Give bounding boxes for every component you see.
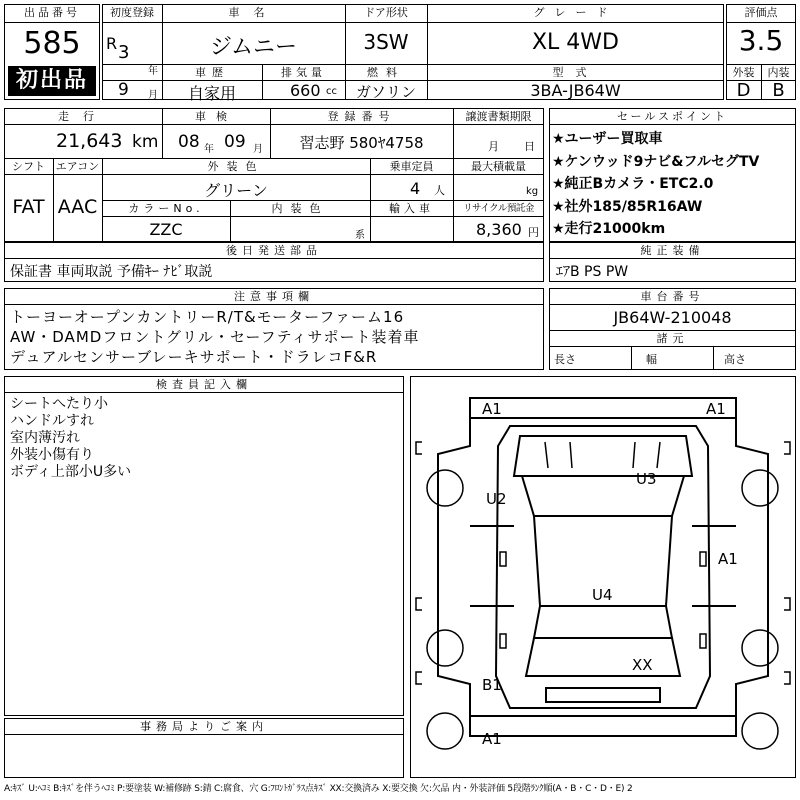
- damage-mark: A1: [482, 730, 502, 748]
- aircon-label: エアコン: [55, 160, 100, 173]
- year-unit: 年: [148, 66, 158, 77]
- sales-points-label: セールスポイント: [616, 110, 728, 123]
- history-label: 車歴: [195, 66, 229, 79]
- first-reg-label: 初度登録: [110, 6, 154, 19]
- transfer-month-unit: 月: [488, 140, 499, 153]
- hood-panel: [514, 436, 692, 476]
- score-label: 評価点: [744, 6, 778, 19]
- import-label: 輸入車: [389, 202, 434, 215]
- details-box: [4, 108, 544, 242]
- sales-point-item: ★ケンウッド9ナビ&フルセグTV: [552, 153, 760, 170]
- wheel-rear-right: [742, 630, 778, 666]
- sales-point-item: ★社外185/85R16AW: [552, 198, 703, 215]
- chassis-label: 車台番号: [640, 290, 705, 303]
- shift: FAT: [12, 196, 45, 218]
- door-type: 3SW: [363, 30, 409, 54]
- length-label: 長さ: [554, 353, 576, 366]
- inspection-year-unit: 年: [204, 144, 214, 155]
- dims-label: 諸元: [656, 332, 689, 345]
- lot-number-label: 出品番号: [24, 6, 80, 19]
- inspector-line: シートへたり小: [10, 396, 108, 412]
- notes-text: [10, 307, 419, 367]
- rear-bumper: [470, 716, 736, 736]
- wheel-spare: [427, 713, 463, 749]
- inspector-line: 外装小傷有り: [10, 447, 94, 463]
- width-label: 幅: [646, 353, 657, 366]
- displacement-unit: cc: [326, 86, 337, 97]
- mileage: 21,643: [56, 130, 123, 152]
- model-label: 型式: [552, 66, 599, 79]
- sales-point-item: ★ユーザー買取車: [552, 131, 663, 147]
- height-label: 高さ: [724, 353, 746, 366]
- inspector-line: 室内薄汚れ: [10, 430, 80, 446]
- ext-color-label: 外装色: [207, 160, 265, 173]
- mileage-label: 走行: [58, 110, 108, 123]
- notes-label: 注意事項欄: [234, 290, 314, 303]
- rear-window: [534, 606, 672, 638]
- color-no: ZZC: [149, 220, 183, 239]
- shift-label: シフト: [12, 160, 45, 173]
- recycle-label: リサイクル預託金: [463, 203, 534, 214]
- notes-line: デュアルセンサーブレーキサポート・ドラレコF&R: [10, 348, 378, 366]
- aircon: AAC: [57, 196, 98, 218]
- right-side-panel: [736, 418, 768, 716]
- damage-mark: U3: [636, 470, 657, 488]
- later-parts: 保証書 車両取説 予備ｷｰ ﾅﾋﾞ取説: [10, 264, 213, 280]
- inspector-line: ボディ上部小U多い: [10, 464, 132, 480]
- legend: A:ｷｽﾞ U:ﾍｺﾐ B:ｷｽﾞを伴うﾍｺﾐ P:要塗装 W:補修跡 S:錆 C:腐食、穴 G:ﾌﾛﾝﾄｶﾞﾗｽ点ｷｽﾞ XX:交換済み X:要交換 欠:欠品 内・外装評価 5段階ﾗﾝｸ順(A・B・C・D・E) 2: [4, 784, 633, 794]
- capacity-unit: 人: [434, 184, 445, 197]
- std-equipment: ｴｱB PS PW: [556, 264, 629, 280]
- grade: XL 4WD: [531, 30, 619, 55]
- wheel-front-left: [427, 470, 463, 506]
- era-prefix: R: [106, 34, 118, 53]
- later-parts-label: 後日発送部品: [226, 244, 322, 257]
- notes-line: AW・DAMDフロントグリル・セーフティサポート装着車: [10, 328, 420, 346]
- max-load-label: 最大積載量: [471, 160, 526, 173]
- capacity-label: 乗車定員: [389, 160, 434, 173]
- door-label: ドア形状: [364, 6, 408, 19]
- wheel-front-right: [742, 470, 778, 506]
- car-name: ジムニー: [209, 35, 298, 60]
- displacement-label: 排気量: [281, 66, 326, 79]
- mileage-unit: km: [132, 132, 159, 152]
- office-label: 事務局よりご案内: [140, 720, 268, 733]
- inspector-label: 検査員記入欄: [156, 378, 252, 391]
- first-listing-badge: 初出品: [8, 66, 96, 96]
- damage-mark: XX: [632, 656, 653, 674]
- damage-mark: A1: [482, 400, 502, 418]
- inspector-notes: [10, 396, 131, 481]
- history: 自家用: [187, 84, 236, 103]
- first-reg-month: 9: [118, 80, 129, 100]
- reg-no-label: 登録番号: [327, 110, 396, 123]
- damage-mark: A1: [706, 400, 726, 418]
- car-name-label: 車名: [228, 6, 279, 19]
- color-no-label: カラーNo.: [128, 202, 204, 215]
- windshield: [522, 476, 684, 516]
- lot-number: 585: [23, 26, 81, 61]
- damage-mark: B1: [482, 676, 502, 694]
- model-code: 3BA-JB64W: [530, 81, 621, 100]
- recycle-fee: 8,360: [476, 220, 522, 239]
- fuel: ガソリン: [355, 83, 416, 101]
- sales-point-item: ★走行21000km: [552, 221, 666, 237]
- sales-point-item: ★純正Bカメラ・ETC2.0: [552, 176, 714, 192]
- exterior-grade: D: [736, 80, 751, 101]
- damage-mark: U4: [592, 586, 613, 604]
- chassis-number: JB64W-210048: [613, 308, 732, 327]
- tailgate: [526, 638, 680, 676]
- sales-points-list: [552, 128, 794, 241]
- displacement: 660: [290, 81, 321, 100]
- first-reg-year: 3: [118, 42, 130, 63]
- damage-mark: A1: [718, 550, 738, 568]
- inspection-year: 08: [178, 132, 200, 152]
- grade-label: グレード: [533, 6, 618, 19]
- damage-mark: U2: [486, 490, 507, 508]
- transfer-day-unit: 日: [524, 140, 535, 153]
- max-load-unit: kg: [526, 186, 539, 197]
- wheel-spare-right: [742, 713, 778, 749]
- recycle-unit: 円: [528, 226, 539, 239]
- front-bumper: [470, 398, 736, 418]
- notes-line: トーヨーオープンカントリーR/T&モーターファーム16: [10, 308, 405, 326]
- std-equipment-label: 純正装備: [640, 244, 705, 257]
- inspector-line: ハンドルすれ: [10, 413, 94, 429]
- interior-grade: B: [772, 80, 785, 101]
- interior-label: 内装: [767, 66, 790, 79]
- left-side-panel: [438, 418, 470, 716]
- reg-no: 習志野 580ﾔ4758: [299, 134, 424, 152]
- car-diagram: [410, 376, 796, 778]
- capacity: 4: [410, 179, 421, 198]
- exterior-label: 外装: [732, 66, 755, 79]
- int-color-suffix: 系: [355, 230, 365, 241]
- int-color-label: 内装色: [271, 202, 329, 215]
- ext-color: グリーン: [204, 181, 268, 200]
- score: 3.5: [738, 24, 784, 57]
- month-unit: 月: [148, 90, 158, 101]
- wheel-rear-left: [427, 630, 463, 666]
- transfer-label: 譲渡書類期限: [465, 110, 532, 123]
- spare-tire: [546, 688, 660, 702]
- inspection-month: 09: [224, 132, 246, 152]
- inspection-month-unit: 月: [253, 144, 263, 155]
- inspection-label: 車検: [195, 110, 237, 123]
- fuel-label: 燃料: [367, 66, 405, 79]
